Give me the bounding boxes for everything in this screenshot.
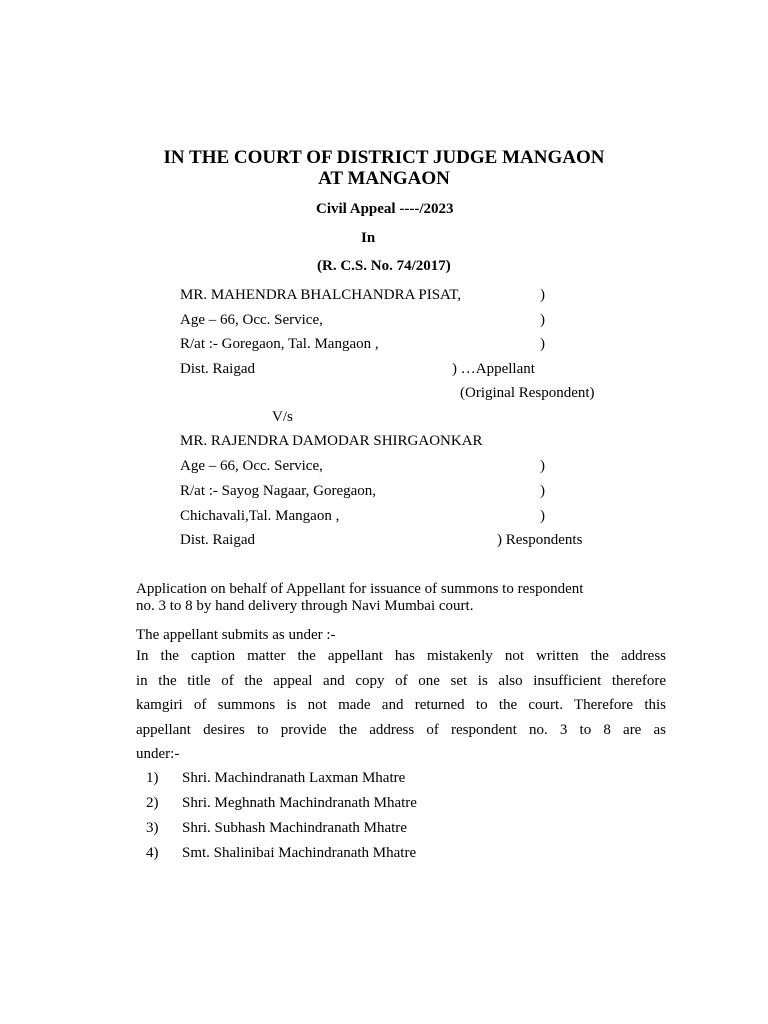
list-number: 2) [146,795,159,811]
appellant-address: R/at :- Goregaon, Tal. Mangaon , [180,336,379,352]
list-item-name: Shri. Meghnath Machindranath Mhatre [182,795,417,811]
court-heading-line1: IN THE COURT OF DISTRICT JUDGE MANGAON [163,147,605,168]
application-subject-line1: Application on behalf of Appellant for issuance of summons to respondent [136,581,584,597]
appellant-role: ) …Appellant [452,361,535,377]
respondent-bracket: ) [540,508,545,524]
appellant-district: Dist. Raigad [180,361,255,377]
appellant-original-role: (Original Respondent) [460,385,595,401]
respondent-address1: R/at :- Sayog Nagaar, Goregaon, [180,483,377,499]
body-paragraph [136,644,666,767]
paragraph-line: kamgiri of summons is not made and returned to the court. Therefore this [136,697,666,713]
appellant-bracket: ) [540,287,545,303]
case-in-label: In [361,230,376,246]
list-number: 1) [146,770,159,786]
respondent-role: ) Respondents [497,532,583,548]
appellant-name: MR. MAHENDRA BHALCHANDRA PISAT, [180,287,462,303]
appellant-age: Age – 66, Occ. Service, [180,312,323,328]
civil-appeal-number: Civil Appeal ----/2023 [316,201,454,217]
respondent-district: Dist. Raigad [180,532,255,548]
respondent-bracket: ) [540,458,545,474]
paragraph-line: under:- [136,746,180,762]
list-item-name: Smt. Shalinibai Machindranath Mhatre [182,845,417,861]
list-item-name: Shri. Machindranath Laxman Mhatre [182,770,406,786]
versus-label: V/s [272,409,293,425]
appellant-bracket: ) [540,312,545,328]
application-subject-line2: no. 3 to 8 by hand delivery through Navi Mumbai court. [136,598,474,614]
appellant-bracket: ) [540,336,545,352]
respondent-bracket: ) [540,483,545,499]
respondent-address2: Chichavali,Tal. Mangaon , [180,508,340,524]
original-suit-number: (R. C.S. No. 74/2017) [317,258,451,274]
paragraph-line: in the title of the appeal and copy of one set is also insufficient therefore [136,672,666,689]
list-number: 3) [146,820,159,836]
court-heading-line2: AT MANGAON [318,168,450,189]
list-item-name: Shri. Subhash Machindranath Mhatre [182,820,407,836]
paragraph-line: In the caption matter the appellant has mistakenly not written the address [136,648,666,664]
submits-heading: The appellant submits as under :- [136,627,336,643]
list-number: 4) [146,845,159,861]
respondent-name: MR. RAJENDRA DAMODAR SHIRGAONKAR [180,433,483,449]
respondent-age: Age – 66, Occ. Service, [180,458,323,474]
paragraph-line: appellant desires to provide the address of respondent no. 3 to 8 are as [136,721,666,738]
